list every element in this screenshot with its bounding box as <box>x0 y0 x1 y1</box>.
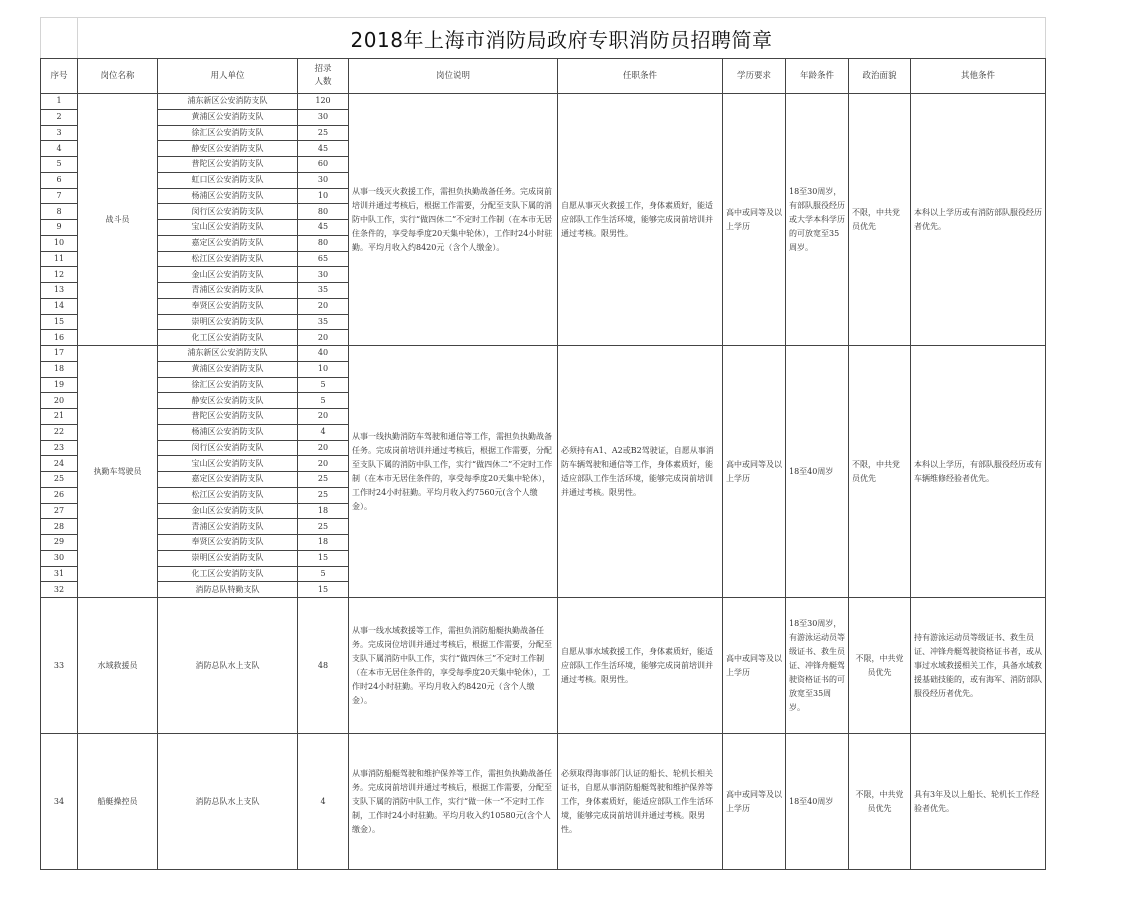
row-index: 23 <box>41 440 78 456</box>
political-status: 不限，中共党员优先 <box>849 346 911 598</box>
row-index: 34 <box>41 734 78 870</box>
header-description: 岗位说明 <box>349 59 558 94</box>
table-row <box>41 94 1046 110</box>
position-name: 船艇操控员 <box>78 734 158 870</box>
political-status: 不限，中共党员优先 <box>849 94 911 346</box>
employer-unit: 闵行区公安消防支队 <box>158 204 298 220</box>
row-index: 25 <box>41 472 78 488</box>
employer-unit: 静安区公安消防支队 <box>158 141 298 157</box>
position-description: 从事一线执勤消防车驾驶和通信等工作，需担负执勤战备任务。完成岗前培训并通过考核后，根据工作需要，分配至支队下属的消防中队工作，实行“做四休二”不定时工作制（在本市无居住条件的，享受每季度20天集中轮休），工作时24小时驻勤。平均月收入约7560元(含个人缴金）。 <box>349 346 558 598</box>
employer-unit: 消防总队特勤支队 <box>158 582 298 598</box>
employer-unit: 浦东新区公安消防支队 <box>158 94 298 110</box>
job-requirements: 必须持有A1、A2或B2驾驶证，自愿从事消防车辆驾驶和通信等工作，身体素质好，能适应部队工作生活环境，能够完成岗前培训并通过考核。限男性。 <box>558 346 723 598</box>
age-requirement: 18至30周岁，有游泳运动员等级证书、救生员证、冲锋舟艇驾驶资格证书的可放宽至35周岁。 <box>786 598 849 734</box>
hire-count: 25 <box>298 519 349 535</box>
hire-count: 65 <box>298 251 349 267</box>
row-index: 3 <box>41 125 78 141</box>
employer-unit: 金山区公安消防支队 <box>158 503 298 519</box>
hire-count: 25 <box>298 487 349 503</box>
row-index: 8 <box>41 204 78 220</box>
hire-count: 4 <box>298 734 349 870</box>
table-row <box>41 734 1046 870</box>
hire-count: 35 <box>298 314 349 330</box>
row-index: 11 <box>41 251 78 267</box>
hire-count: 5 <box>298 566 349 582</box>
employer-unit: 徐汇区公安消防支队 <box>158 125 298 141</box>
hire-count: 15 <box>298 582 349 598</box>
row-index: 12 <box>41 267 78 283</box>
hire-count: 35 <box>298 283 349 299</box>
row-index: 2 <box>41 109 78 125</box>
hire-count: 18 <box>298 503 349 519</box>
recruitment-sheet <box>40 17 1046 870</box>
other-conditions: 本科以上学历，有部队服役经历或有车辆维修经验者优先。 <box>911 346 1046 598</box>
employer-unit: 金山区公安消防支队 <box>158 267 298 283</box>
employer-unit: 浦东新区公安消防支队 <box>158 346 298 362</box>
header-unit: 用人单位 <box>158 59 298 94</box>
political-status: 不限，中共党员优先 <box>849 734 911 870</box>
row-index: 4 <box>41 141 78 157</box>
hire-count: 45 <box>298 220 349 236</box>
employer-unit: 消防总队水上支队 <box>158 598 298 734</box>
job-requirements: 必须取得海事部门认证的船长、轮机长相关证书，自愿从事消防船艇驾驶和维护保养等工作，身体素质好，能适应部队工作生活环境，能够完成岗前培训并通过考核。限男性。 <box>558 734 723 870</box>
row-index: 29 <box>41 535 78 551</box>
employer-unit: 闵行区公安消防支队 <box>158 440 298 456</box>
employer-unit: 化工区公安消防支队 <box>158 566 298 582</box>
header-requirements: 任职条件 <box>558 59 723 94</box>
row-index: 33 <box>41 598 78 734</box>
row-index: 31 <box>41 566 78 582</box>
hire-count: 20 <box>298 456 349 472</box>
hire-count: 120 <box>298 94 349 110</box>
employer-unit: 奉贤区公安消防支队 <box>158 298 298 314</box>
hire-count: 4 <box>298 424 349 440</box>
table-row <box>41 598 1046 734</box>
employer-unit: 宝山区公安消防支队 <box>158 456 298 472</box>
employer-unit: 黄浦区公安消防支队 <box>158 109 298 125</box>
hire-count: 20 <box>298 330 349 346</box>
employer-unit: 杨浦区公安消防支队 <box>158 188 298 204</box>
row-index: 19 <box>41 377 78 393</box>
education-requirement: 高中或同等及以上学历 <box>723 598 786 734</box>
row-index: 15 <box>41 314 78 330</box>
table-row <box>41 346 1046 362</box>
employer-unit: 松江区公安消防支队 <box>158 251 298 267</box>
row-index: 26 <box>41 487 78 503</box>
row-index: 14 <box>41 298 78 314</box>
hire-count: 5 <box>298 393 349 409</box>
hire-count: 20 <box>298 298 349 314</box>
employer-unit: 消防总队水上支队 <box>158 734 298 870</box>
header-count-label: 招录人数 <box>314 64 332 87</box>
row-index: 9 <box>41 220 78 236</box>
title-corner-cell <box>41 18 78 59</box>
employer-unit: 化工区公安消防支队 <box>158 330 298 346</box>
table-body <box>41 94 1046 870</box>
employer-unit: 普陀区公安消防支队 <box>158 157 298 173</box>
employer-unit: 松江区公安消防支队 <box>158 487 298 503</box>
page-title: 2018年上海市消防局政府专职消防员招聘简章 <box>78 18 1046 59</box>
other-conditions: 具有3年及以上船长、轮机长工作经验者优先。 <box>911 734 1046 870</box>
employer-unit: 徐汇区公安消防支队 <box>158 377 298 393</box>
row-index: 1 <box>41 94 78 110</box>
row-index: 21 <box>41 409 78 425</box>
education-requirement: 高中或同等及以上学历 <box>723 346 786 598</box>
header-index: 序号 <box>41 59 78 94</box>
hire-count: 15 <box>298 550 349 566</box>
hire-count: 20 <box>298 440 349 456</box>
hire-count: 10 <box>298 361 349 377</box>
row-index: 30 <box>41 550 78 566</box>
education-requirement: 高中或同等及以上学历 <box>723 734 786 870</box>
row-index: 13 <box>41 283 78 299</box>
row-index: 18 <box>41 361 78 377</box>
hire-count: 40 <box>298 346 349 362</box>
row-index: 17 <box>41 346 78 362</box>
hire-count: 48 <box>298 598 349 734</box>
hire-count: 30 <box>298 267 349 283</box>
title-row <box>41 18 1046 59</box>
row-index: 16 <box>41 330 78 346</box>
row-index: 22 <box>41 424 78 440</box>
position-description: 从事一线灭火救援工作，需担负执勤战备任务。完成岗前培训并通过考核后，根据工作需要，分配至支队下属的消防中队工作，实行“做四休二”不定时工作制（在本市无居住条件的，享受每季度20天集中轮休），工作时24小时驻勤。平均月收入约8420元（含个人缴金）。 <box>349 94 558 346</box>
position-name: 战斗员 <box>78 94 158 346</box>
hire-count: 60 <box>298 157 349 173</box>
employer-unit: 嘉定区公安消防支队 <box>158 235 298 251</box>
position-description: 从事一线水域救援等工作，需担负消防船艇执勤战备任务。完成岗位培训并通过考核后，根据工作需要，分配至支队下属消防中队工作，实行“做四休三”不定时工作制（在本市无居住条件的，享受每季度20天集中轮休），工作时24小时驻勤。平均月收入约8420元（含个人缴金）。 <box>349 598 558 734</box>
hire-count: 25 <box>298 125 349 141</box>
row-index: 32 <box>41 582 78 598</box>
recruitment-table <box>40 17 1046 870</box>
row-index: 5 <box>41 157 78 173</box>
header-political: 政治面貌 <box>849 59 911 94</box>
employer-unit: 杨浦区公安消防支队 <box>158 424 298 440</box>
employer-unit: 青浦区公安消防支队 <box>158 283 298 299</box>
age-requirement: 18至40周岁 <box>786 734 849 870</box>
header-count <box>298 59 349 94</box>
hire-count: 30 <box>298 172 349 188</box>
job-requirements: 自愿从事灭火救援工作，身体素质好，能适应部队工作生活环境，能够完成岗前培训并通过考核。限男性。 <box>558 94 723 346</box>
employer-unit: 嘉定区公安消防支队 <box>158 472 298 488</box>
hire-count: 18 <box>298 535 349 551</box>
hire-count: 80 <box>298 204 349 220</box>
age-requirement: 18至30周岁，有部队服役经历或大学本科学历的可放宽至35周岁。 <box>786 94 849 346</box>
employer-unit: 崇明区公安消防支队 <box>158 550 298 566</box>
row-index: 7 <box>41 188 78 204</box>
header-other: 其他条件 <box>911 59 1046 94</box>
row-index: 20 <box>41 393 78 409</box>
hire-count: 25 <box>298 472 349 488</box>
employer-unit: 黄浦区公安消防支队 <box>158 361 298 377</box>
hire-count: 5 <box>298 377 349 393</box>
education-requirement: 高中或同等及以上学历 <box>723 94 786 346</box>
political-status: 不限，中共党员优先 <box>849 598 911 734</box>
employer-unit: 奉贤区公安消防支队 <box>158 535 298 551</box>
hire-count: 30 <box>298 109 349 125</box>
job-requirements: 自愿从事水域救援工作，身体素质好，能适应部队工作生活环境，能够完成岗前培训并通过考核。限男性。 <box>558 598 723 734</box>
employer-unit: 虹口区公安消防支队 <box>158 172 298 188</box>
row-index: 6 <box>41 172 78 188</box>
row-index: 27 <box>41 503 78 519</box>
row-index: 24 <box>41 456 78 472</box>
header-row <box>41 59 1046 94</box>
employer-unit: 青浦区公安消防支队 <box>158 519 298 535</box>
employer-unit: 宝山区公安消防支队 <box>158 220 298 236</box>
hire-count: 45 <box>298 141 349 157</box>
position-description: 从事消防船艇驾驶和维护保养等工作，需担负执勤战备任务。完成岗前培训并通过考核后，根据工作需要，分配至支队下属的消防中队工作，实行“做一休一”不定时工作制，工作时24小时驻勤。平均月收入约10580元(含个人缴金）。 <box>349 734 558 870</box>
header-education: 学历要求 <box>723 59 786 94</box>
other-conditions: 持有游泳运动员等级证书、救生员证、冲锋舟艇驾驶资格证书者，或从事过水域救援相关工作，具备水域救援基础技能的，或有海军、消防部队服役经历者优先。 <box>911 598 1046 734</box>
header-age: 年龄条件 <box>786 59 849 94</box>
hire-count: 80 <box>298 235 349 251</box>
row-index: 10 <box>41 235 78 251</box>
hire-count: 10 <box>298 188 349 204</box>
other-conditions: 本科以上学历或有消防部队服役经历者优先。 <box>911 94 1046 346</box>
employer-unit: 静安区公安消防支队 <box>158 393 298 409</box>
employer-unit: 普陀区公安消防支队 <box>158 409 298 425</box>
position-name: 水域救援员 <box>78 598 158 734</box>
position-name: 执勤车驾驶员 <box>78 346 158 598</box>
header-position: 岗位名称 <box>78 59 158 94</box>
row-index: 28 <box>41 519 78 535</box>
employer-unit: 崇明区公安消防支队 <box>158 314 298 330</box>
age-requirement: 18至40周岁 <box>786 346 849 598</box>
hire-count: 20 <box>298 409 349 425</box>
